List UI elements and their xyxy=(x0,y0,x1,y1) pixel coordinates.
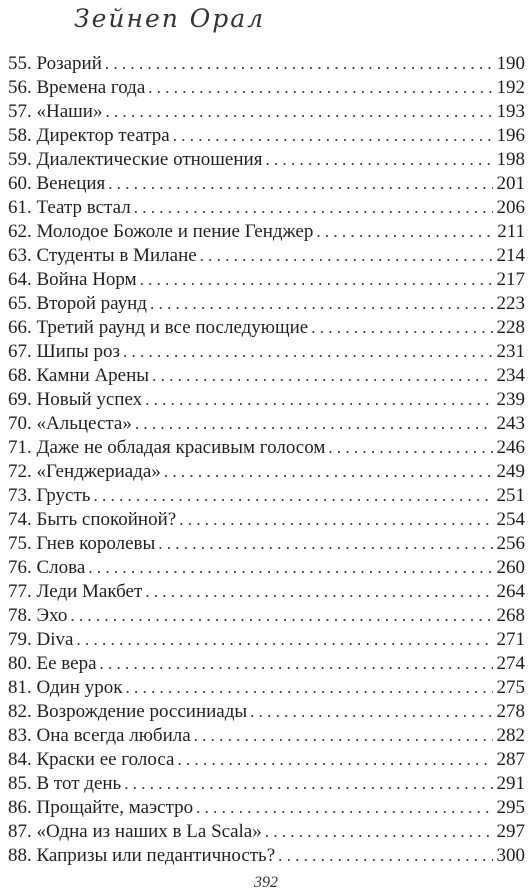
dot-leader xyxy=(88,556,492,580)
dot-leader xyxy=(76,628,492,652)
entry-page-number: 287 xyxy=(496,749,525,770)
dot-leader xyxy=(250,700,492,724)
entry-title: 59. Диалектические отношения xyxy=(8,149,263,170)
entry-title: 82. Возрождение россиниады xyxy=(8,701,248,722)
toc-entry xyxy=(8,796,525,820)
dot-leader xyxy=(311,316,492,340)
dot-leader xyxy=(196,796,492,820)
toc-entry xyxy=(8,244,525,268)
entry-title: 84. Краски ее голоса xyxy=(8,749,175,770)
entry-title: 67. Шипы роз xyxy=(8,341,121,362)
entry-title: 64. Война Норм xyxy=(8,269,137,290)
entry-page-number: 256 xyxy=(496,533,525,554)
toc-entry xyxy=(8,148,525,172)
entry-title: 75. Гнев королевы xyxy=(8,533,156,554)
toc-entry xyxy=(8,436,525,460)
entry-page-number: 193 xyxy=(496,101,525,122)
entry-title: 71. Даже не обладая красивым голосом xyxy=(8,437,326,458)
toc-entry xyxy=(8,820,525,844)
dot-leader xyxy=(148,76,492,100)
entry-page-number: 274 xyxy=(496,653,525,674)
running-head: Зейнеп Орал xyxy=(74,4,266,33)
entry-page-number: 223 xyxy=(496,293,525,314)
entry-title: 80. Ее вера xyxy=(8,653,97,674)
entry-page-number: 214 xyxy=(496,245,525,266)
dot-leader xyxy=(150,292,493,316)
entry-page-number: 271 xyxy=(496,629,525,650)
dot-leader xyxy=(124,772,492,796)
toc-entry xyxy=(8,340,525,364)
dot-leader xyxy=(194,724,493,748)
entry-page-number: 234 xyxy=(496,365,525,386)
dot-leader xyxy=(100,652,493,676)
entry-page-number: 201 xyxy=(496,173,525,194)
entry-title: 65. Второй раунд xyxy=(8,293,147,314)
entry-title: 57. «Наши» xyxy=(8,101,103,122)
entry-title: 68. Камни Арены xyxy=(8,365,150,386)
entry-page-number: 264 xyxy=(496,581,525,602)
entry-title: 55. Розарий xyxy=(8,53,102,74)
entry-page-number: 295 xyxy=(496,797,525,818)
toc-entry xyxy=(8,484,525,508)
toc-entry xyxy=(8,508,525,532)
dot-leader xyxy=(316,220,493,244)
entry-title: 74. Быть спокойной? xyxy=(8,509,177,530)
dot-leader xyxy=(140,268,493,292)
toc-entry xyxy=(8,172,525,196)
toc-entry xyxy=(8,580,525,604)
entry-page-number: 300 xyxy=(496,845,525,866)
entry-page-number: 192 xyxy=(496,77,525,98)
toc-entry xyxy=(8,676,525,700)
entry-title: 66. Третий раунд и все последующие xyxy=(8,317,309,338)
entry-page-number: 239 xyxy=(496,389,525,410)
entry-page-number: 291 xyxy=(496,773,525,794)
dot-leader xyxy=(278,844,492,868)
dot-leader xyxy=(152,364,492,388)
entry-page-number: 206 xyxy=(496,197,525,218)
entry-page-number: 282 xyxy=(496,725,525,746)
entry-page-number: 260 xyxy=(496,557,525,578)
entry-title: 69. Новый успех xyxy=(8,389,143,410)
dot-leader xyxy=(164,460,493,484)
toc-entry xyxy=(8,724,525,748)
dot-leader xyxy=(177,748,492,772)
entry-title: 62. Молодое Божоле и пение Генджер xyxy=(8,221,314,242)
dot-leader xyxy=(145,388,492,412)
entry-page-number: 251 xyxy=(496,485,525,506)
entry-page-number: 249 xyxy=(496,461,525,482)
dot-leader xyxy=(108,172,492,196)
entry-title: 61. Театр встал xyxy=(8,197,131,218)
dot-leader xyxy=(179,508,492,532)
entry-page-number: 211 xyxy=(497,221,525,242)
entry-page-number: 246 xyxy=(496,437,525,458)
entry-page-number: 190 xyxy=(496,53,525,74)
entry-title: 58. Директор театра xyxy=(8,125,170,146)
toc-entry xyxy=(8,700,525,724)
entry-page-number: 278 xyxy=(496,701,525,722)
entry-page-number: 268 xyxy=(496,605,525,626)
toc-entry xyxy=(8,748,525,772)
dot-leader xyxy=(265,820,493,844)
toc-entry xyxy=(8,412,525,436)
table-of-contents xyxy=(8,52,525,868)
entry-title: 86. Прощайте, маэстро xyxy=(8,797,194,818)
dot-leader xyxy=(200,244,493,268)
entry-page-number: 297 xyxy=(496,821,525,842)
toc-entry xyxy=(8,292,525,316)
dot-leader xyxy=(328,436,492,460)
dot-leader xyxy=(125,676,492,700)
toc-entry xyxy=(8,652,525,676)
toc-entry xyxy=(8,100,525,124)
entry-title: 85. В тот день xyxy=(8,773,122,794)
entry-title: 63. Студенты в Милане xyxy=(8,245,197,266)
dot-leader xyxy=(134,196,493,220)
dot-leader xyxy=(93,484,492,508)
entry-title: 81. Один урок xyxy=(8,677,123,698)
toc-entry xyxy=(8,556,525,580)
toc-entry xyxy=(8,532,525,556)
entry-title: 72. «Генджериада» xyxy=(8,461,161,482)
toc-entry xyxy=(8,364,525,388)
toc-entry xyxy=(8,316,525,340)
entry-page-number: 254 xyxy=(496,509,525,530)
entry-page-number: 275 xyxy=(496,677,525,698)
toc-entry xyxy=(8,220,525,244)
dot-leader xyxy=(105,52,493,76)
entry-page-number: 231 xyxy=(496,341,525,362)
entry-title: 76. Слова xyxy=(8,557,86,578)
toc-entry xyxy=(8,76,525,100)
entry-title: 60. Венеция xyxy=(8,173,106,194)
entry-page-number: 217 xyxy=(496,269,525,290)
toc-entry xyxy=(8,772,525,796)
entry-title: 56. Времена года xyxy=(8,77,146,98)
dot-leader xyxy=(105,100,492,124)
dot-leader xyxy=(70,604,492,628)
dot-leader xyxy=(158,532,492,556)
entry-page-number: 243 xyxy=(496,413,525,434)
entry-title: 73. Грусть xyxy=(8,485,91,506)
entry-title: 83. Она всегда любила xyxy=(8,725,191,746)
entry-title: 78. Эхо xyxy=(8,605,68,626)
page-number: 392 xyxy=(254,874,278,891)
entry-title: 88. Капризы или педантичность? xyxy=(8,845,276,866)
toc-entry xyxy=(8,196,525,220)
toc-entry xyxy=(8,604,525,628)
entry-title: 77. Леди Макбет xyxy=(8,581,143,602)
toc-entry xyxy=(8,628,525,652)
toc-entry xyxy=(8,268,525,292)
toc-entry xyxy=(8,388,525,412)
toc-entry xyxy=(8,52,525,76)
entry-page-number: 228 xyxy=(496,317,525,338)
dot-leader xyxy=(173,124,493,148)
toc-entry xyxy=(8,844,525,868)
entry-title: 87. «Одна из наших в La Scala» xyxy=(8,821,262,842)
entry-page-number: 196 xyxy=(496,125,525,146)
entry-title: 79. Diva xyxy=(8,629,74,650)
toc-entry xyxy=(8,124,525,148)
dot-leader xyxy=(123,340,492,364)
dot-leader xyxy=(265,148,492,172)
dot-leader xyxy=(145,580,492,604)
toc-entry xyxy=(8,460,525,484)
dot-leader xyxy=(135,412,493,436)
entry-page-number: 198 xyxy=(496,149,525,170)
entry-title: 70. «Альцеста» xyxy=(8,413,132,434)
